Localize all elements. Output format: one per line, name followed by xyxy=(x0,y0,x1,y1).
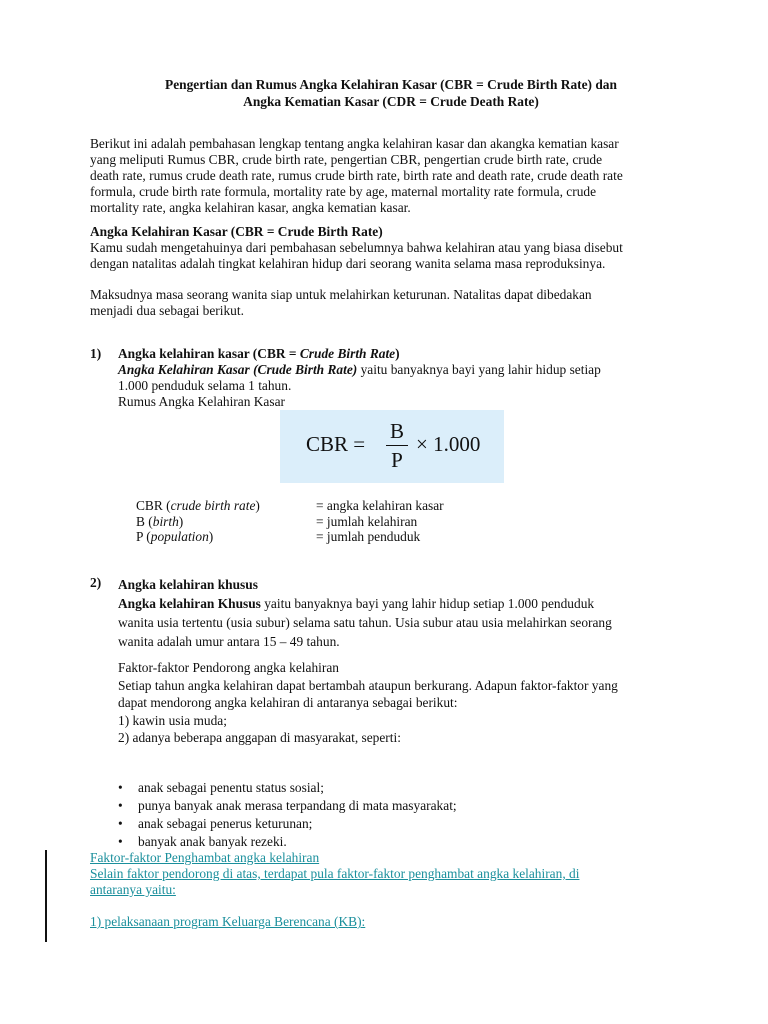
bullet-list xyxy=(118,779,678,851)
bullet-icon: • xyxy=(118,798,123,813)
document-title xyxy=(90,76,692,110)
faktor-pendorong xyxy=(118,659,708,747)
title-line-2: Angka Kematian Kasar (CDR = Crude Death Rate) xyxy=(243,94,539,109)
list-item-text: anak sebagai penerus keturunan; xyxy=(138,816,313,831)
item-1-desc-rest: yaitu banyaknya bayi yang lahir hidup setiap xyxy=(357,362,601,377)
maksud-paragraph xyxy=(90,287,702,319)
item-1-term: Angka Kelahiran Kasar (Crude Birth Rate) xyxy=(118,362,358,377)
fraction-bar xyxy=(386,445,408,446)
maksud-line: Maksudnya masa seorang wanita siap untuk melahirkan keturunan. Natalitas dapat dibedakan xyxy=(90,287,592,302)
faktor-penghambat-line[interactable]: antaranya yaitu: xyxy=(90,882,176,897)
item-2-heading: Angka kelahiran khusus xyxy=(118,577,258,592)
definition-symbol xyxy=(136,529,316,545)
intro-paragraph xyxy=(90,136,702,216)
definition-symbol-italic: population xyxy=(150,529,209,544)
item-2-desc-rest: yaitu banyaknya bayi yang lahir hidup setiap 1.000 penduduk xyxy=(260,596,595,611)
item-1-desc-line-2: 1.000 penduduk selama 1 tahun. xyxy=(118,378,292,393)
item-1-heading-prefix: Angka kelahiran kasar (CBR = xyxy=(118,346,300,361)
cbr-line: Kamu sudah mengetahuinya dari pembahasan sebelumnya bahwa kelahiran atau yang biasa disebut xyxy=(90,240,623,255)
list-item-text: punya banyak anak merasa terpandang di mata masyarakat; xyxy=(138,798,457,813)
item-2-line: wanita usia tertentu (usia subur) selama satu tahun. Usia subur atau usia melahirkan seorang xyxy=(118,615,612,630)
formula-fraction xyxy=(386,420,408,471)
faktor-penghambat-item[interactable]: 1) pelaksanaan program Keluarga Berencana (KB): xyxy=(90,914,366,929)
definition-row xyxy=(136,514,417,530)
formula-denominator: P xyxy=(391,448,403,472)
definition-meaning: = jumlah kelahiran xyxy=(316,514,418,529)
intro-line: Berikut ini adalah pembahasan lengkap tentang angka kelahiran kasar dan akangka kematian kasar xyxy=(90,136,619,151)
bullet-icon: • xyxy=(118,816,123,831)
list-item xyxy=(118,797,678,815)
cbr-formula xyxy=(280,410,504,483)
faktor-penghambat-heading[interactable]: Faktor-faktor Penghambat angka kelahiran xyxy=(90,850,320,865)
item-2-line: wanita adalah umur antara 15 – 49 tahun. xyxy=(118,634,340,649)
item-1-number: 1) xyxy=(90,346,102,361)
list-item xyxy=(118,815,678,833)
definition-symbol-text: CBR ( xyxy=(136,498,171,513)
faktor-pendorong-heading: Faktor-faktor Pendorong angka kelahiran xyxy=(118,660,339,675)
cbr-heading: Angka Kelahiran Kasar (CBR = Crude Birth Rate) xyxy=(90,224,383,239)
definition-symbol-italic: birth xyxy=(152,514,179,529)
item-1-desc xyxy=(118,362,708,378)
list-item-text: anak sebagai penentu status sosial; xyxy=(138,780,324,795)
list-item xyxy=(118,779,678,797)
cbr-line: dengan natalitas adalah tingkat kelahiran hidup dari seorang wanita selama masa reproduksinya. xyxy=(90,256,606,271)
faktor-pendorong-line: 1) kawin usia muda; xyxy=(118,712,227,728)
item-1-heading xyxy=(118,346,708,362)
item-2-term: Angka kelahiran Khusus xyxy=(118,596,261,611)
item-2-number: 2) xyxy=(90,575,102,590)
change-bar xyxy=(45,850,47,942)
formula-numerator: B xyxy=(389,419,404,443)
intro-line: yang meliputi Rumus CBR, crude birth rate, pengertian CBR, pengertian crude birth rate, crude xyxy=(90,152,603,167)
list-item xyxy=(118,833,678,851)
intro-line: death rate, rumus crude death rate, rumus crude birth rate, birth rate and death rate, crude death rate xyxy=(90,168,623,183)
faktor-penghambat[interactable] xyxy=(90,850,702,930)
item-1-heading-suffix: ) xyxy=(395,346,400,361)
definition-symbol xyxy=(136,498,316,514)
faktor-pendorong-line: dapat mendorong angka kelahiran di antaranya sebagai berikut: xyxy=(118,695,458,710)
item-1 xyxy=(118,346,708,410)
bullet-icon: • xyxy=(118,834,123,849)
definition-symbol xyxy=(136,514,316,530)
definition-row xyxy=(136,529,420,545)
definition-symbol-italic: crude birth rate xyxy=(170,498,256,513)
bullet-icon: • xyxy=(118,780,123,795)
item-2 xyxy=(118,575,708,651)
intro-line: formula, crude birth rate formula, mortality rate by age, maternal mortality rate formula, crude xyxy=(90,184,597,199)
intro-line: mortality rate, angka kelahiran kasar, angka kematian kasar. xyxy=(90,200,411,215)
definition-symbol-text: B ( xyxy=(136,514,153,529)
rumus-label: Rumus Angka Kelahiran Kasar xyxy=(118,394,285,409)
title-line-1: Pengertian dan Rumus Angka Kelahiran Kasar (CBR = Crude Birth Rate) dan xyxy=(165,77,617,92)
faktor-pendorong-line: Setiap tahun angka kelahiran dapat bertambah ataupun berkurang. Adapun faktor-faktor yang xyxy=(118,677,618,693)
cbr-section xyxy=(90,224,702,272)
definition-symbol-end: ) xyxy=(178,514,184,529)
definition-symbol-end: ) xyxy=(208,529,214,544)
definition-meaning: = angka kelahiran kasar xyxy=(316,498,444,513)
faktor-pendorong-line: 2) adanya beberapa anggapan di masyarakat, seperti: xyxy=(118,730,401,745)
definition-symbol-end: ) xyxy=(255,498,260,513)
formula-multiplier: × 1.000 xyxy=(416,432,481,456)
definition-symbol-text: P ( xyxy=(136,529,151,544)
item-1-heading-italic: Crude Birth Rate xyxy=(299,346,396,361)
faktor-penghambat-line[interactable]: Selain faktor pendorong di atas, terdapat pula faktor-faktor penghambat angka kelahiran, di xyxy=(90,866,580,881)
formula-lhs: CBR = xyxy=(306,432,366,456)
item-2-desc xyxy=(118,594,708,613)
list-item-text: banyak anak banyak rezeki. xyxy=(138,834,287,849)
maksud-line: menjadi dua sebagai berikut. xyxy=(90,303,244,318)
definition-meaning: = jumlah penduduk xyxy=(316,529,421,544)
definition-row xyxy=(136,498,444,514)
